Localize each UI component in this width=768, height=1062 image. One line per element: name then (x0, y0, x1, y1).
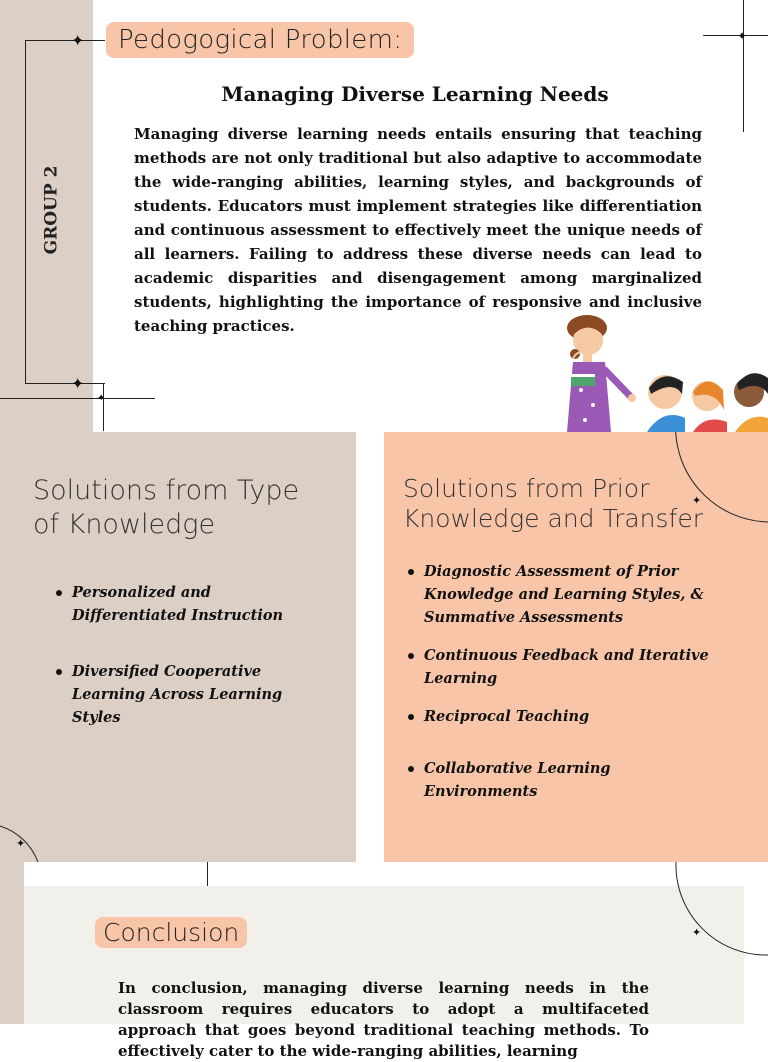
conclusion-paragraph: In conclusion, managing diverse learning needs in the classroom requires educators to adopt a multifaceted approach that goes beyond traditional teaching methods. To effectively cater to the wide-ranging abilities, learning (118, 979, 649, 1060)
sparkle-icon: ✦ (737, 29, 748, 43)
problem-paragraph: Managing diverse learning needs entails ensuring that teaching methods are not only traditional but also adaptive to accommodate the wide-ranging abilities, learning styles, and backgrounds of students. Educators must implement strategies like differentiation and continuous assessment to effectively meet the unique needs of all learners. Failing to address these diverse needs can lead to academic disparities and disengagement among marginalized students, highlighting the importance of responsive and inclusive teaching practices. (134, 125, 702, 335)
decor-line-horizontal-right (703, 35, 768, 36)
group-label: GROUP 2 (41, 165, 61, 255)
svg-text:✦: ✦ (692, 494, 702, 507)
bracket-line-top (25, 40, 105, 41)
list-item: Personalized and Differentiated Instruction (56, 581, 296, 627)
solutions-type-title: Solutions from Type of Knowledge (33, 475, 300, 540)
list-item: Diagnostic Assessment of Prior Knowledge and Learning Styles, & Summative Assessments (408, 560, 728, 629)
sparkle-icon: ✦ (71, 31, 85, 50)
solutions-prior-list (408, 560, 728, 803)
list-item: Reciprocal Teaching (408, 705, 728, 728)
list-item: Diversified Cooperative Learning Across Learning Styles (56, 660, 296, 729)
decor-line-vertical-bottom (207, 862, 208, 886)
divider-line-horizontal (0, 398, 155, 399)
problem-label: Pedogogical Problem: (106, 22, 414, 58)
solutions-prior-title: Solutions from Prior Knowledge and Transfer (403, 474, 704, 533)
sparkle-icon: ✦ (71, 374, 85, 393)
left-decor-strip-bottom (0, 862, 24, 1024)
list-item: Continuous Feedback and Iterative Learning (408, 644, 728, 690)
decor-line-vertical-right (743, 0, 744, 132)
sparkle-icon: ✦ (97, 393, 106, 404)
solutions-type-list (56, 581, 296, 729)
page-subtitle: Managing Diverse Learning Needs (221, 82, 609, 106)
list-item: Collaborative Learning Environments (408, 757, 728, 803)
bracket-line-bottom (25, 383, 105, 384)
teacher-and-students-illustration (545, 310, 768, 432)
bracket-line-vertical (25, 40, 26, 384)
svg-text:✦: ✦ (692, 926, 702, 939)
svg-text:✦: ✦ (16, 837, 26, 850)
conclusion-label: Conclusion (95, 917, 247, 948)
